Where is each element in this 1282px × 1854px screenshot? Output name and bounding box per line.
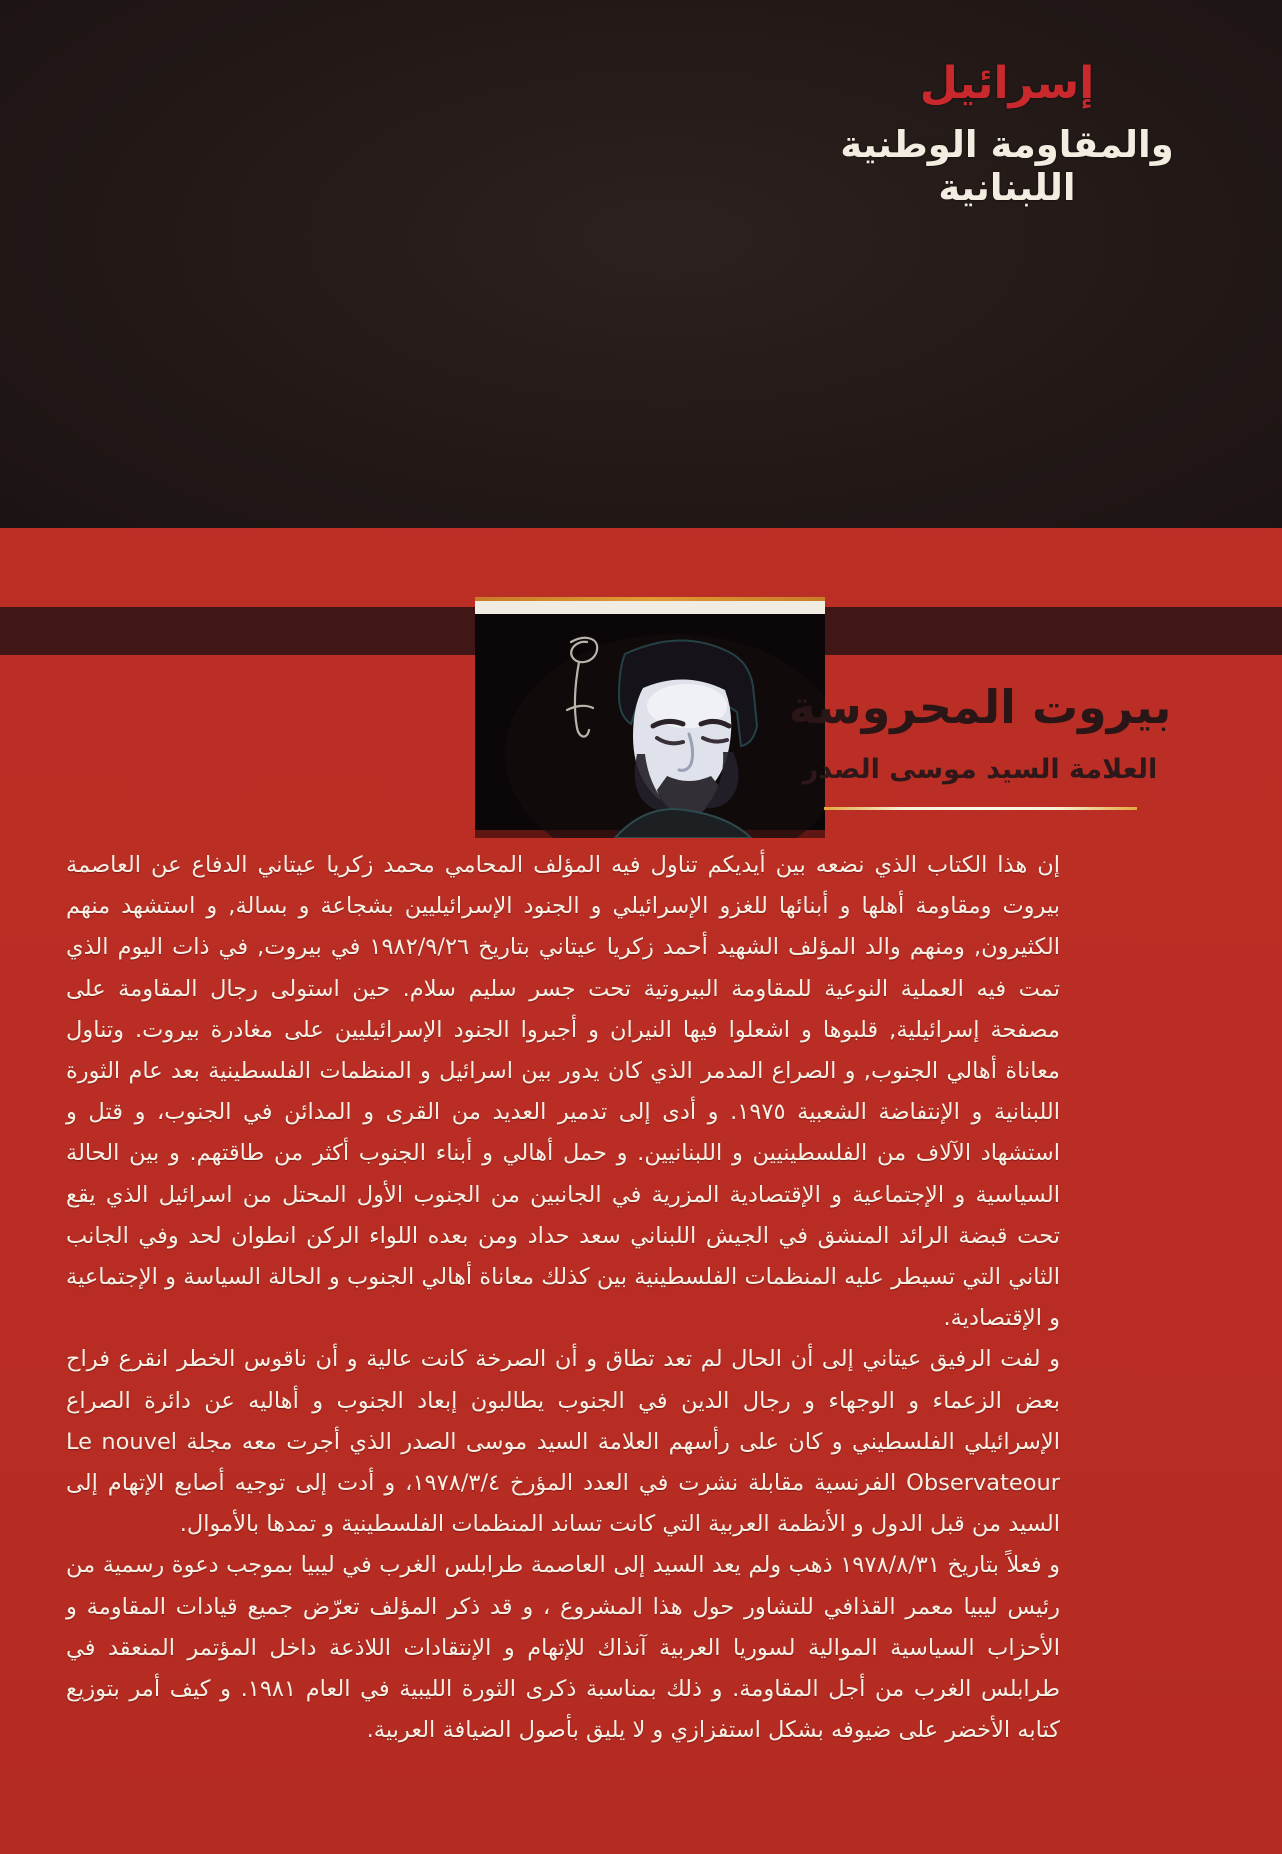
photo-top-white-strip: [475, 601, 825, 614]
series-subtitle: والمقاومة الوطنية اللبنانية: [840, 123, 1174, 209]
synopsis-paragraph-3: و فعلاً بتاريخ ١٩٧٨/٨/٣١ ذهب ولم يعد السيد إلى العاصمة طرابلس الغرب في ليبيا بموجب دعوة رسمية من رئيس ليبيا معمر القذافي للتشاور حول هذا المشروع ، و قد ذكر المؤلف تعرّض جميع قيادات المقاومة و الأحزاب السياسية الموالية لسوريا العربية آنذاك للإتهام و الإنتقادات اللاذعة داخل المؤتمر المنعقد في طرابلس الغرب من أجل المقاومة. و ذلك بمناسبة ذكرى الثورة الليبية في العام ١٩٨١. و كيف أمر بتوزيع كتابه الأخضر على ضيوفه بشكل استفزازي و لا يليق بأصول الضيافة العربية.: [66, 1552, 1060, 1744]
header-title-block: [772, 58, 1242, 209]
series-title: إسرائيل: [919, 58, 1095, 109]
subtitle-rule: [824, 807, 1137, 810]
title-block: [760, 680, 1200, 810]
synopsis-paragraph-2: و لفت الرفيق عيتاني إلى أن الحال لم تعد تطاق و أن الصرخة كانت عالية و أن ناقوس الخطر انقرع فراح بعض الزعماء و الوجهاء و رجال الدين في الجنوب يطالبون إبعاد الجنوب و أهاليه عن دائرة الصراع الإسرائيلي الفلسطيني و كان على رأسهم العلامة السيد موسى الصدر الذي أجرت معه مجلة Le nouvel Observateour الفرنسية مقابلة نشرت في العدد المؤرخ ١٩٧٨/٣/٤، و أدت إلى توجيه أصابع الإتهام إلى السيد من قبل الدول و الأنظمة العربية التي كانت تساند المنظمات الفلسطينية و تمدها بالأموال.: [66, 1346, 1061, 1538]
synopsis: [66, 845, 1060, 1751]
book-title: بيروت المحروسة: [788, 680, 1172, 734]
top-black-panel: [0, 0, 1282, 528]
book-subtitle: العلامة السيد موسى الصدر: [802, 754, 1158, 785]
synopsis-paragraph-1: إن هذا الكتاب الذي نضعه بين أيديكم تناول فيه المؤلف المحامي محمد زكريا عيتاني الدفاع عن العاصمة بيروت ومقاومة أهلها و أبنائها للغزو الإسرائيلي و الجنود الإسرائيليين بشجاعة و بسالة, و استشهد منهم الكثيرون, ومنهم والد المؤلف الشهيد أحمد زكريا عيتاني بتاريخ ١٩٨٢/٩/٢٦ في بيروت, في ذات اليوم الذي تمت فيه العملية النوعية للمقاومة البيروتية تحت جسر سليم سلام. حين استولى رجال المقاومة على مصفحة إسرائيلية, قلبوها و اشعلوا فيها النيران و أجبروا الجنود الإسرائيليين على مغادرة بيروت. وتناول معاناة أهالي الجنوب, و الصراع المدمر الذي كان يدور بين اسرائيل و المنظمات الفلسطينية بعد عام الثورة اللبنانية و الإنتفاضة الشعبية ١٩٧٥. و أدى إلى تدمير العديد من القرى و المدائن في الجنوب، و قتل و استشهاد الآلاف من الفلسطينيين و اللبنانيين. و حمل أهالي و أبناء الجنوب أكثر من طاقتهم. و بين الحالة السياسية و الإجتماعية و الإقتصادية المزرية في الجانبين من الجنوب الأول المحتل من اسرائيل الذي يقع تحت قبضة الرائد المنشق في الجيش اللبناني سعد حداد ومن بعده اللواء الركن انطوان لحد وفي الجانب الثاني التي تسيطر عليه المنظمات الفلسطينية بين كذلك معاناة أهالي الجنوب و الحالة السياسة و الإجتماعية و الإقتصادية.: [66, 852, 1061, 1332]
